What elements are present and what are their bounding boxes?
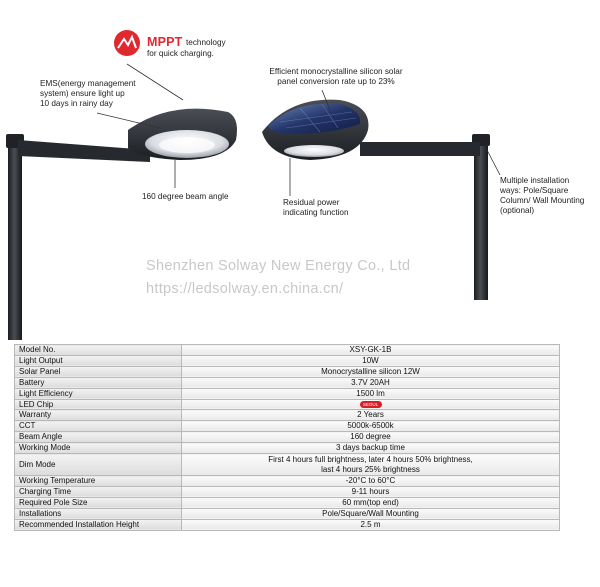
spec-value: 2.5 m bbox=[182, 519, 560, 530]
table-row bbox=[15, 410, 560, 421]
spec-key: Beam Angle bbox=[15, 432, 182, 443]
mppt-brand: MPPT bbox=[147, 35, 183, 49]
left-lamp-head bbox=[128, 109, 237, 160]
spec-value: 1500 lm bbox=[182, 388, 560, 399]
ems-callout bbox=[40, 79, 136, 109]
watermark-url: https://ledsolway.en.china.cn/ bbox=[146, 281, 344, 297]
table-row bbox=[15, 399, 560, 410]
table-row bbox=[15, 421, 560, 432]
beam-callout: 160 degree beam angle bbox=[142, 192, 229, 201]
right-pole bbox=[360, 134, 490, 300]
spec-value: 5000k-6500k bbox=[182, 421, 560, 432]
table-row bbox=[15, 476, 560, 487]
right-lamp-head bbox=[262, 100, 368, 160]
spec-value: 160 degree bbox=[182, 432, 560, 443]
table-row bbox=[15, 432, 560, 443]
left-pole bbox=[6, 134, 150, 340]
installation-line: ways: Pole/Square bbox=[500, 186, 569, 195]
spec-key: CCT bbox=[15, 421, 182, 432]
installation-line: (optional) bbox=[500, 206, 535, 215]
spec-key: Battery bbox=[15, 377, 182, 388]
mppt-logo-icon bbox=[112, 28, 142, 58]
spec-key: Working Mode bbox=[15, 443, 182, 454]
dim-line-1: First 4 hours full brightness, later 4 hours 50% brightness, bbox=[268, 454, 473, 464]
spec-value bbox=[182, 399, 560, 410]
table-row bbox=[15, 355, 560, 366]
spec-key: Recommended Installation Height bbox=[15, 519, 182, 530]
table-row bbox=[15, 454, 560, 476]
spec-value: 3.7V 20AH bbox=[182, 377, 560, 388]
spec-key: Required Pole Size bbox=[15, 497, 182, 508]
ems-line: system) ensure light up bbox=[40, 89, 125, 98]
table-row bbox=[15, 443, 560, 454]
mppt-tagline-1: technology bbox=[186, 38, 226, 47]
dim-line-2: last 4 hours 25% brightness bbox=[321, 464, 420, 474]
spec-value: 9-11 hours bbox=[182, 486, 560, 497]
spec-value: -20°C to 60°C bbox=[182, 476, 560, 487]
solar-callout bbox=[267, 67, 405, 87]
spec-key: Warranty bbox=[15, 410, 182, 421]
table-row bbox=[15, 497, 560, 508]
table-row bbox=[15, 366, 560, 377]
spec-key: LED Chip bbox=[15, 399, 182, 410]
spec-value: 10W bbox=[182, 355, 560, 366]
spec-key: Model No. bbox=[15, 345, 182, 356]
spec-key: Installations bbox=[15, 508, 182, 519]
table-row bbox=[15, 345, 560, 356]
spec-value: XSY-GK-1B bbox=[182, 345, 560, 356]
spec-value: Monocrystalline silicon 12W bbox=[182, 366, 560, 377]
table-row bbox=[15, 388, 560, 399]
installation-line: Multiple installation bbox=[500, 176, 570, 185]
spec-value: Pole/Square/Wall Mounting bbox=[182, 508, 560, 519]
spec-key: Light Output bbox=[15, 355, 182, 366]
spec-value bbox=[182, 454, 560, 476]
spec-key: Solar Panel bbox=[15, 366, 182, 377]
spec-key: Charging Time bbox=[15, 486, 182, 497]
spec-value: 2 Years bbox=[182, 410, 560, 421]
spec-key: Working Temperature bbox=[15, 476, 182, 487]
spec-key: Light Efficiency bbox=[15, 388, 182, 399]
solar-line: Efficient monocrystalline silicon solar bbox=[269, 67, 403, 76]
ems-line: EMS(energy management bbox=[40, 79, 136, 88]
table-row bbox=[15, 508, 560, 519]
spec-value: 60 mm(top end) bbox=[182, 497, 560, 508]
mppt-tagline-2: for quick charging. bbox=[147, 49, 214, 58]
solar-line: panel conversion rate up to 23% bbox=[277, 77, 395, 86]
spec-key: Dim Mode bbox=[15, 454, 182, 476]
table-row bbox=[15, 377, 560, 388]
residual-line: Residual power bbox=[283, 198, 340, 207]
spec-value: 3 days backup time bbox=[182, 443, 560, 454]
installation-line: Column/ Wall Mounting bbox=[500, 196, 585, 205]
ems-line: 10 days in rainy day bbox=[40, 99, 113, 108]
watermark-company: Shenzhen Solway New Energy Co., Ltd bbox=[146, 258, 411, 274]
installation-callout bbox=[500, 176, 584, 216]
residual-callout bbox=[283, 198, 349, 218]
table-row bbox=[15, 519, 560, 530]
spec-table bbox=[14, 344, 560, 531]
seoul-logo-icon: SEOUL bbox=[360, 401, 382, 408]
residual-line: indicating function bbox=[283, 208, 349, 217]
table-row bbox=[15, 486, 560, 497]
